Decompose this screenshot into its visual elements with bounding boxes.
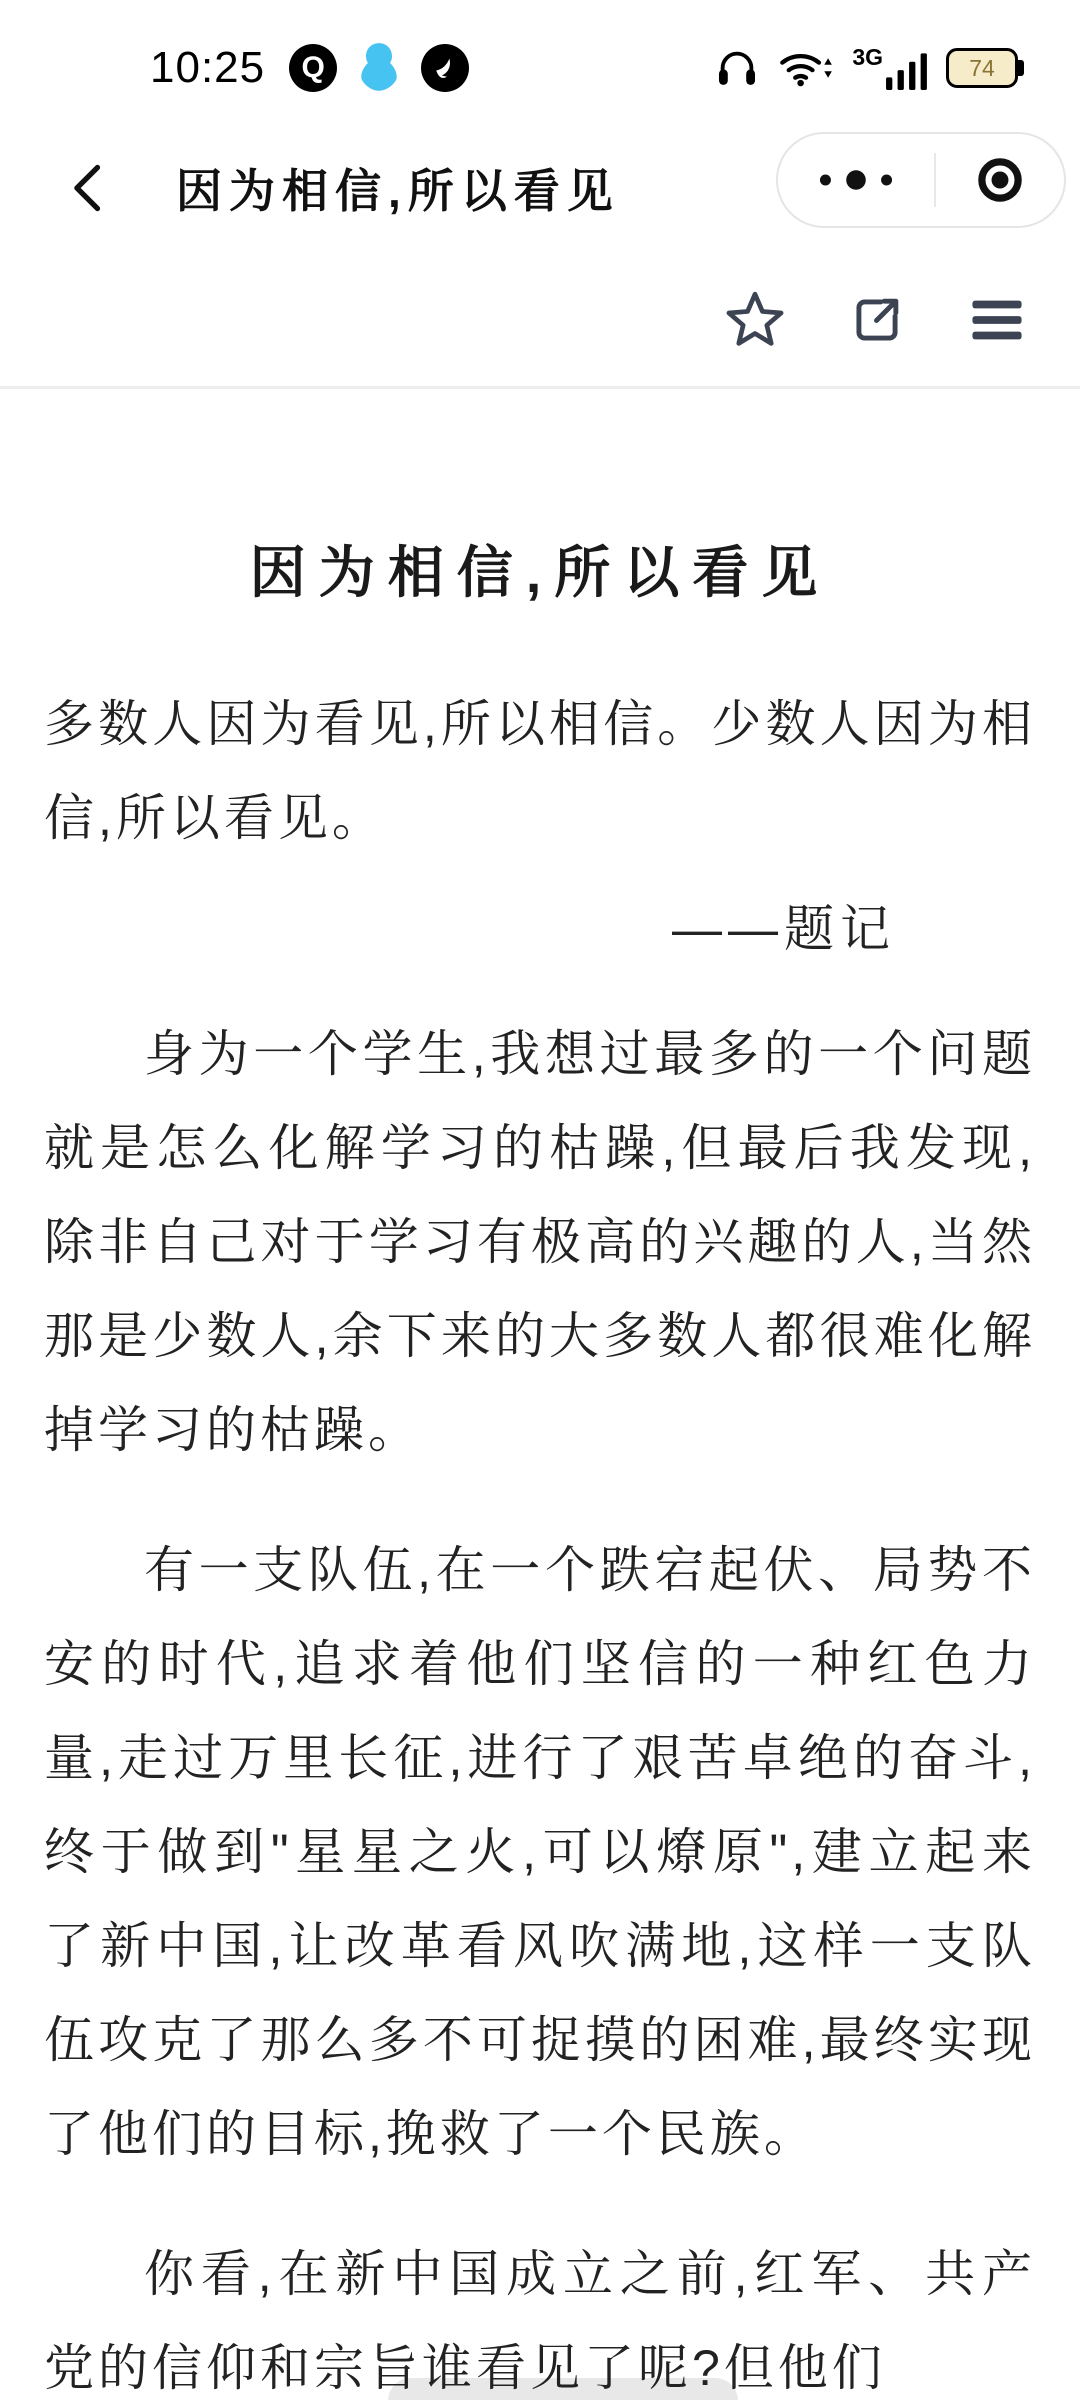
essay-byline: ——题记 (672, 901, 896, 957)
status-right-icons (714, 45, 1018, 91)
back-button[interactable] (60, 159, 118, 217)
battery-nub (1018, 60, 1024, 76)
miniprogram-capsule (776, 132, 1066, 228)
battery-percent: 74 (969, 54, 995, 81)
essay-content (0, 389, 1080, 2400)
essay-paragraph: 身为一个学生,我想过最多的一个问题就是怎么化解学习的枯躁,但最后我发现,除非自己对于学习有极高的兴趣的人,当然那是少数人,余下来的大多数人都很难化解掉学习的枯躁。 (44, 1026, 1036, 1458)
star-icon (722, 287, 788, 353)
qq-penguin-icon (353, 39, 405, 97)
battery-icon (946, 48, 1018, 88)
more-button[interactable] (813, 169, 899, 191)
notification-icons (289, 39, 469, 97)
essay-title: 因为相信,所以看见 (249, 541, 831, 604)
menu-icon (966, 289, 1028, 351)
essay-paragraph: 有一支队伍,在一个跌宕起伏、局势不安的时代,追求着他们坚信的一种红色力量,走过万里长征,进行了艰苦卓绝的奋斗,终于做到"星星之火,可以燎原",建立起来了新中国,让改革看风吹满地,这样一支队伍攻克了那么多不可捉摸的困难,最终实现了他们的目标,挽救了一个民族。 (44, 1542, 1036, 2162)
qq-icon-letter: Q (301, 51, 325, 84)
page-title: 因为相信,所以看见 (176, 165, 620, 217)
more-dots-icon (813, 169, 899, 191)
status-time: 10:25 (150, 43, 266, 92)
action-toolbar (0, 254, 1080, 386)
wifi-icon (778, 47, 834, 89)
favorite-button[interactable] (722, 287, 788, 353)
exit-button[interactable] (971, 151, 1029, 209)
wing-app-icon (421, 44, 469, 92)
qq-icon (289, 44, 337, 92)
capsule-divider (934, 153, 936, 207)
signal-bars-icon (852, 46, 928, 90)
share-icon (846, 289, 908, 351)
target-circle-icon (971, 151, 1029, 209)
status-bar (0, 0, 1080, 122)
essay-paragraph: 你看,在新中国成立之前,红军、共产党的信仰和宗旨谁看见了呢?但他们 (44, 2246, 1036, 2396)
essay-lead-paragraph: 多数人因为看见,所以相信。少数人因为相信,所以看见。 (44, 696, 1036, 846)
network-type-label: 3G (852, 44, 883, 70)
menu-button[interactable] (966, 289, 1028, 351)
nav-bar (0, 122, 1080, 254)
share-button[interactable] (846, 289, 908, 351)
headset-icon (714, 45, 760, 91)
